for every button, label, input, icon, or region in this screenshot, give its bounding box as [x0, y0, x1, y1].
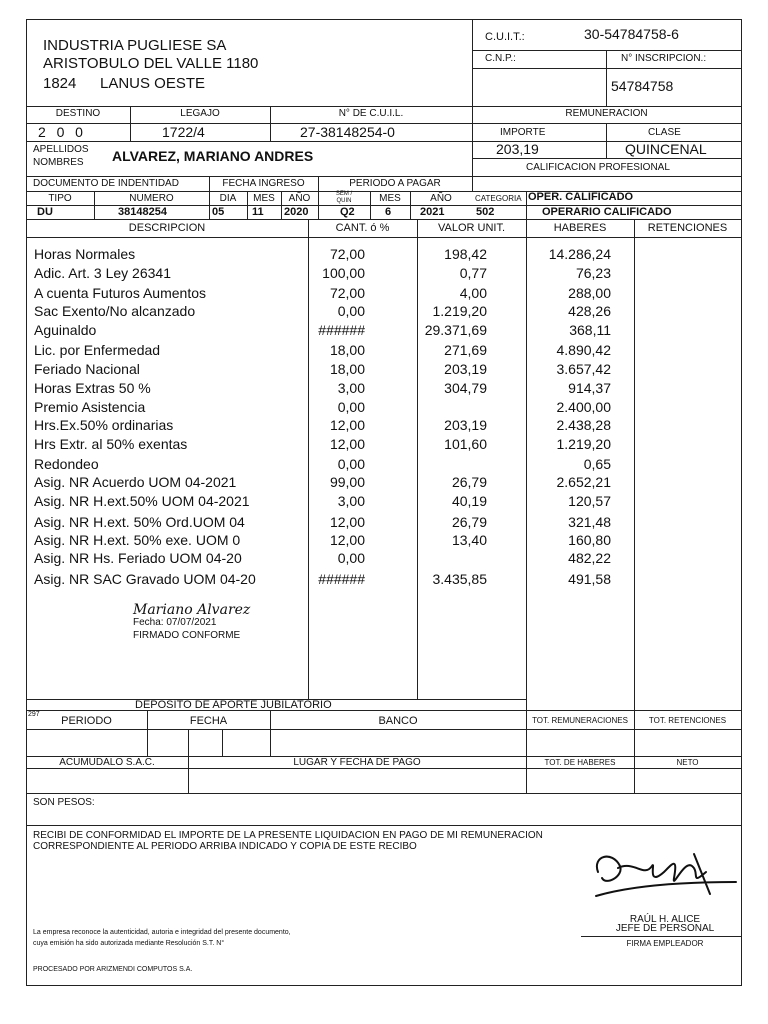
- mes-label: MES: [253, 193, 275, 204]
- employee-name: ALVAREZ, MARIANO ANDRES: [112, 148, 314, 164]
- lugar-fecha-pago: LUGAR Y FECHA DE PAGO: [293, 757, 421, 768]
- item-haberes: 321,48: [568, 514, 611, 530]
- clase-label: CLASE: [648, 127, 681, 138]
- item-haberes: 0,65: [583, 456, 611, 472]
- item-unit-value: 26,79: [451, 514, 487, 530]
- item-description: Adic. Art. 3 Ley 26341: [34, 265, 171, 281]
- col-cantidad: CANT. ó %: [335, 222, 390, 234]
- item-description: Aguinaldo: [34, 322, 97, 338]
- legal-line-1: La empresa reconoce la autenticidad, autoria e integridad del presente documento,: [33, 929, 291, 936]
- item-quantity: 3,00: [337, 493, 365, 509]
- item-quantity: 12,00: [329, 514, 365, 530]
- item-quantity: 0,00: [337, 399, 365, 415]
- item-description: Premio Asistencia: [34, 399, 146, 415]
- item-description: Asig. NR Hs. Feriado UOM 04-20: [34, 550, 242, 566]
- item-quantity: 100,00: [322, 265, 365, 281]
- deposito-periodo: PERIODO: [61, 715, 112, 727]
- son-pesos: SON PESOS:: [33, 797, 95, 808]
- numero-label: NUMERO: [129, 193, 174, 204]
- ingreso-dia: 05: [212, 206, 225, 218]
- item-unit-value: 4,00: [459, 285, 487, 301]
- categoria-label: CATEGORIA: [475, 194, 522, 203]
- deposito-banco: BANCO: [378, 715, 418, 727]
- remuneracion-label: REMUNERACION: [565, 108, 648, 119]
- doc-tipo: DU: [37, 206, 53, 218]
- item-quantity: 12,00: [329, 436, 365, 452]
- tot-retenciones: TOT. RETENCIONES: [648, 716, 727, 725]
- legajo-label: LEGAJO: [180, 108, 220, 119]
- semquin-label-1: SEM /: [335, 191, 353, 197]
- clase-value: QUINCENAL: [625, 141, 707, 157]
- inscripcion-label: N° INSCRIPCION.:: [621, 53, 707, 64]
- dia-label: DIA: [219, 193, 237, 204]
- item-quantity: 18,00: [329, 361, 365, 377]
- documento-label: DOCUMENTO DE INDENTIDAD: [33, 178, 179, 189]
- categoria-name: OPERARIO CALIFICADO: [542, 206, 672, 218]
- cuil-label: N° DE C.U.I.L.: [338, 108, 404, 119]
- semquin-label-2: QUIN: [336, 198, 352, 204]
- mes2-label: MES: [379, 193, 401, 204]
- tipo-label: TIPO: [48, 193, 72, 204]
- item-unit-value: 26,79: [451, 474, 487, 490]
- item-haberes: 1.219,20: [556, 436, 611, 452]
- item-haberes: 160,80: [568, 532, 611, 548]
- periodo-semquin: Q2: [340, 206, 355, 218]
- item-description: Asig. NR H.ext. 50% Ord.UOM 04: [34, 514, 245, 530]
- col-valor-unit: VALOR UNIT.: [437, 222, 506, 234]
- doc-numero: 38148254: [118, 206, 167, 218]
- legal-line-2: cuya emisión ha sido autorizada mediante Resolución S.T. N°: [33, 940, 225, 947]
- periodo-mes: 6: [385, 206, 392, 218]
- item-quantity: ######: [318, 571, 365, 587]
- importe-value: 203,19: [496, 141, 539, 157]
- col-descripcion: DESCRIPCION: [128, 222, 206, 234]
- signature-fecha: Fecha: 07/07/2021: [133, 617, 217, 628]
- legajo-value: 1722/4: [162, 124, 205, 140]
- item-description: Hrs Extr. al 50% exentas: [34, 436, 188, 452]
- calificacion-label: CALIFICACION PROFESIONAL: [526, 162, 670, 173]
- semquin-label: [318, 191, 370, 205]
- item-quantity: 18,00: [329, 342, 365, 358]
- item-description: Lic. por Enfermedad: [34, 342, 161, 358]
- acumulado-sac: ACUMUDALO S.A.C.: [59, 757, 155, 768]
- company-address: ARISTOBULO DEL VALLE 1180: [43, 55, 259, 72]
- neto-label: NETO: [676, 758, 699, 767]
- item-unit-value: 40,19: [451, 493, 487, 509]
- deposito-fecha: FECHA: [189, 715, 228, 727]
- item-unit-value: 0,77: [459, 265, 487, 281]
- col-retenciones: RETENCIONES: [647, 222, 728, 234]
- item-haberes: 491,58: [568, 571, 611, 587]
- tot-remuneraciones: TOT. REMUNERACIONES: [532, 716, 628, 725]
- item-description: Sac Exento/No alcanzado: [34, 303, 196, 319]
- item-description: Feriado Nacional: [34, 361, 140, 377]
- employee-signature: Mariano Alvarez: [133, 602, 251, 618]
- item-quantity: 3,00: [337, 380, 365, 396]
- cuil-value: 27-38148254-0: [300, 124, 395, 140]
- tot-haberes: TOT. DE HABERES: [544, 758, 616, 767]
- item-unit-value: 198,42: [444, 246, 487, 262]
- deposito-title: DEPOSITO DE APORTE JUBILATORIO: [135, 699, 332, 711]
- recibi-line-1: RECIBI DE CONFORMIDAD EL IMPORTE DE LA PRESENTE LIQUIDACION EN PAGO DE MI REMUNERACION: [33, 830, 543, 841]
- item-description: Horas Extras 50 %: [34, 380, 151, 396]
- fecha-ingreso-label: FECHA INGRESO: [222, 178, 305, 189]
- apellidos-label: APELLIDOS: [33, 144, 89, 155]
- cnp-label: C.N.P.:: [485, 53, 516, 64]
- item-haberes: 3.657,42: [556, 361, 611, 377]
- firma-empleador: FIRMA EMPLEADOR: [626, 939, 704, 948]
- item-haberes: 914,37: [568, 380, 611, 396]
- item-description: Horas Normales: [34, 246, 136, 262]
- deposito-code: 297: [28, 711, 40, 718]
- item-unit-value: 1.219,20: [432, 303, 487, 319]
- item-quantity: 12,00: [329, 417, 365, 433]
- item-unit-value: 13,40: [451, 532, 487, 548]
- employer-signature: [590, 842, 740, 912]
- item-haberes: 368,11: [569, 322, 611, 338]
- item-haberes: 288,00: [568, 285, 611, 301]
- item-haberes: 2.652,21: [556, 474, 611, 490]
- company-name: INDUSTRIA PUGLIESE SA: [43, 37, 227, 54]
- categoria-code: 502: [476, 206, 495, 218]
- item-haberes: 482,22: [568, 550, 611, 566]
- item-description: Redondeo: [34, 456, 99, 472]
- item-haberes: 76,23: [575, 265, 611, 281]
- item-quantity: ######: [318, 322, 365, 338]
- procesado-por: PROCESADO POR ARIZMENDI COMPUTOS S.A.: [33, 966, 193, 973]
- item-unit-value: 29.371,69: [424, 322, 487, 338]
- item-haberes: 14.286,24: [548, 246, 611, 262]
- item-haberes: 2.400,00: [556, 399, 611, 415]
- item-description: Asig. NR H.ext. 50% exe. UOM 0: [34, 532, 241, 548]
- destino-label: DESTINO: [55, 108, 101, 119]
- item-description: Asig. NR SAC Gravado UOM 04-20: [34, 571, 256, 587]
- item-unit-value: 203,19: [444, 417, 487, 433]
- item-unit-value: 271,69: [444, 342, 487, 358]
- periodo-anio: 2021: [420, 206, 445, 218]
- destino-value: 2 0 0: [38, 124, 84, 140]
- signer-name: RAÚL H. ALICE: [629, 914, 701, 925]
- recibi-line-2: CORRESPONDIENTE AL PERIODO ARRIBA INDICADO Y COPIA DE ESTE RECIBO: [33, 841, 417, 852]
- item-unit-value: 101,60: [444, 436, 487, 452]
- item-description: Hrs.Ex.50% ordinarias: [34, 417, 174, 433]
- item-quantity: 0,00: [337, 550, 365, 566]
- item-quantity: 72,00: [329, 285, 365, 301]
- company-city: LANUS OESTE: [100, 75, 206, 92]
- anio-label: AÑO: [288, 193, 311, 204]
- item-haberes: 428,26: [568, 303, 611, 319]
- item-description: Asig. NR H.ext.50% UOM 04-2021: [34, 493, 250, 509]
- item-description: Asig. NR Acuerdo UOM 04-2021: [34, 474, 237, 490]
- categoria-title: OPER. CALIFICADO: [528, 191, 634, 203]
- item-description: A cuenta Futuros Aumentos: [34, 285, 206, 301]
- item-unit-value: 3.435,85: [432, 571, 487, 587]
- item-haberes: 2.438,28: [556, 417, 611, 433]
- cuit-label: C.U.I.T.:: [485, 31, 525, 43]
- item-quantity: 72,00: [329, 246, 365, 262]
- item-haberes: 4.890,42: [556, 342, 611, 358]
- anio2-label: AÑO: [430, 193, 452, 204]
- item-unit-value: 203,19: [444, 361, 487, 377]
- item-quantity: 99,00: [329, 474, 365, 490]
- firmado-conforme: FIRMADO CONFORME: [133, 630, 241, 641]
- item-unit-value: 304,79: [444, 380, 487, 396]
- item-quantity: 0,00: [337, 456, 365, 472]
- nombres-label: NOMBRES: [33, 157, 84, 168]
- company-postal-code: 1824: [43, 75, 77, 92]
- item-quantity: 0,00: [337, 303, 365, 319]
- item-quantity: 12,00: [329, 532, 365, 548]
- item-haberes: 120,57: [568, 493, 611, 509]
- ingreso-anio: 2020: [284, 206, 309, 218]
- cuit-value: 30-54784758-6: [584, 26, 679, 42]
- ingreso-mes: 11: [252, 206, 264, 218]
- periodo-label: PERIODO A PAGAR: [349, 178, 441, 189]
- signer-title: JEFE DE PERSONAL: [615, 923, 715, 934]
- importe-label: IMPORTE: [500, 127, 546, 138]
- inscripcion-value: 54784758: [611, 78, 674, 94]
- col-haberes: HABERES: [553, 222, 607, 234]
